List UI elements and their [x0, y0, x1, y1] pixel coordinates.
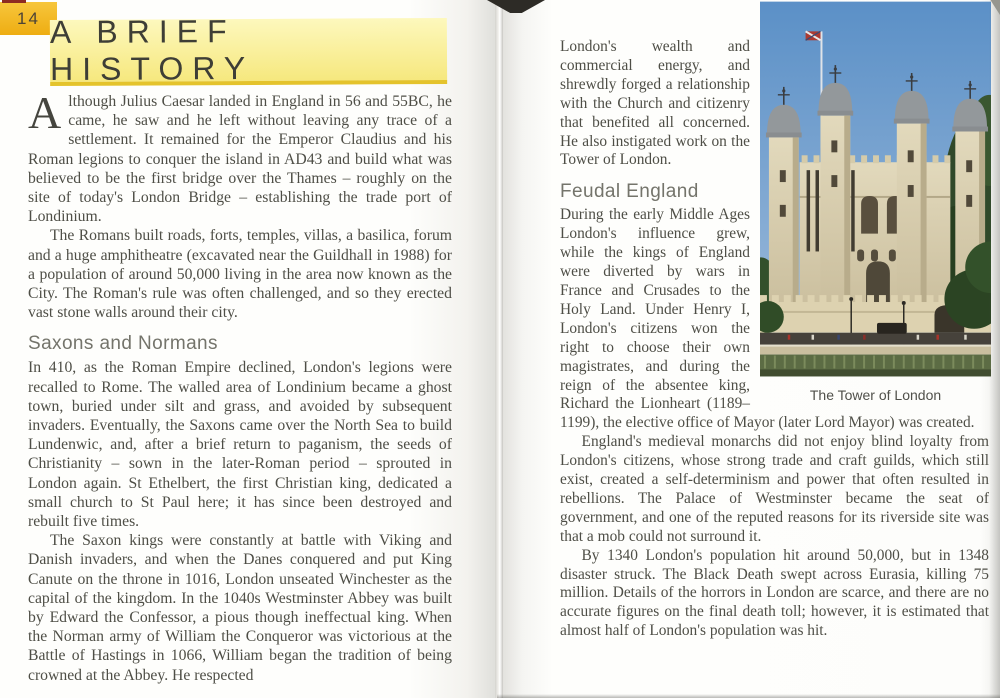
para-black-death: By 1340 London's population hit around 50,000, but in 1348 disaster struck. The Black Death swept across Eurasia, killing 75 million. Details of the horrors in London are scarce, and there are no accurate figures on the final death toll; however, it is estimated that almost half of London's population was hit. — [560, 546, 989, 640]
dropcap-letter: A — [28, 87, 62, 138]
page-number-tab — [0, 2, 57, 35]
cover-edge-sliver — [2, 0, 26, 3]
tower-of-london-figure — [760, 0, 991, 403]
chapter-title: A BRIEF HISTORY — [49, 13, 255, 88]
left-page-body — [28, 87, 452, 685]
para-saxons: In 410, as the Roman Empire declined, London's legions were recalled to Rome. The walled area of Londinium became a ghost town, buried under silt and grass, and avoided by subsequent invaders. Eventually, the Saxons came over the North Sea to build Lundenwic, and, after a brief return to paganism, the seeds of Christianity – sown in the later-Roman period – sprouted in London again. St Ethelbert, the first Christian king, dedicated a small church to St Paul here; it has since been destroyed and rebuilt five times. — [28, 359, 452, 531]
para-romans: The Romans built roads, forts, temples, villas, a basilica, forum and a huge amphitheatre (excavated near the Guildhall in 1988) for a population of around 50,000 living in the area now known as the City. The Roman's rule was often challenged, and so they erected vast stone walls around their city. — [28, 227, 452, 322]
bottom-page-edge-shadow — [497, 694, 1000, 698]
page-number: 14 — [17, 8, 40, 28]
para-caesar — [28, 87, 452, 226]
tower-of-london-photo — [760, 0, 991, 378]
para-caesar-text: lthough Julius Caesar landed in England in 56 and 55BC, he came, he saw and he left without leaving any trace of a settlement. It remained for the Emperor Claudius and his Roman legions to conquer the island in AD43 and build what was believed to be the first bridge over the Thames – roughly on the site of today's London Bridge – establishing the trade port of Londinium. — [28, 93, 452, 226]
photo-caption: The Tower of London — [809, 387, 942, 403]
page-gutter — [495, 0, 503, 698]
right-page-body — [560, 0, 989, 641]
left-page — [0, 0, 497, 698]
para-saxon-kings: The Saxon kings were constantly at battle with Viking and Danish invaders, and when the Danes conquered and put King Canute on the throne in 1016, London unseated Winchester as the capital of the kingdom. In the 1040s Westminster Abbey was built by Edward the Confessor, a pious though ineffectual king. When the Norman army of William the Conqueror was victorious at the Battle of Hastings in 1066, William began the tradition of being crowned at the Abbey. He respected — [28, 532, 452, 684]
para-wealth: London's wealth and commercial energy, and shrewdly forged a relationship with the Church and citizenry that benefited all concerned. He also instigated work on the Tower of London. — [560, 38, 750, 169]
chapter-title-band — [49, 13, 447, 88]
heading-saxons-and-normans: Saxons and Normans — [28, 333, 218, 355]
right-page-edge-shadow — [989, 0, 1000, 698]
para-feudal: During the early Middle Ages London's influence grew, while the kings of England were diverted by wars in France and Crusades to the Holy Land. Under Henry I, London's citizens won the right to choose their own magistrates, and during the reign of the absentee king, Richard the Lionheart (1189–1199), the elective office of Mayor (later Lord Mayor) was created. — [560, 206, 975, 432]
heading-feudal-england: Feudal England — [560, 181, 699, 203]
right-page — [503, 0, 1000, 698]
para-monarchs: England's medieval monarchs did not enjoy blind loyalty from London's citizens, whose strong trade and craft guilds, which still exist, created a self-determinism and power that often resulted in rebellions. The Palace of Westminster became the seat of government, and one of the reputed reasons for its riverside site was that a mob could not surround it. — [560, 433, 989, 545]
